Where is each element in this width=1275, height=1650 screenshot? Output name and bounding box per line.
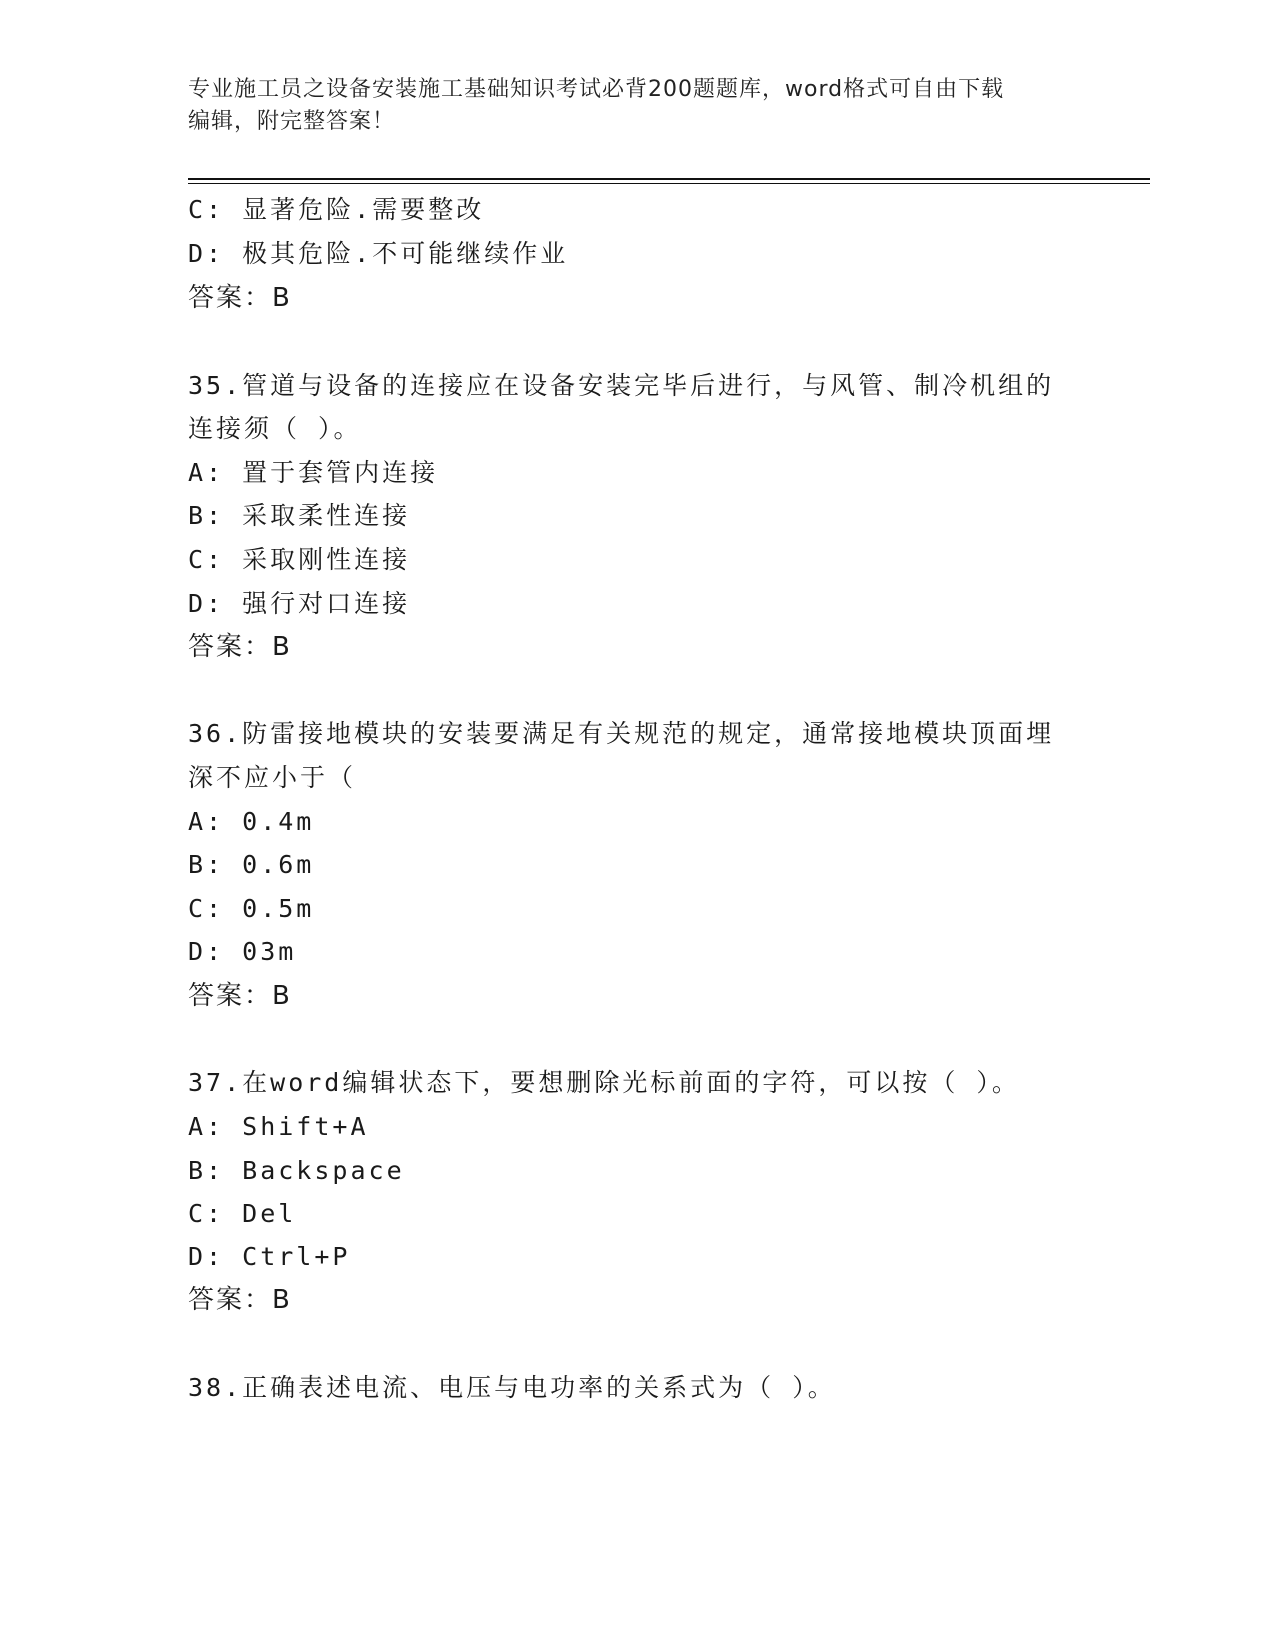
q37-stem-line-1: 37.在word编辑状态下，要想删除光标前面的字符，可以按（ ）。 [188, 1068, 1020, 1097]
q37-option-c: C: Del [188, 1199, 297, 1228]
q36-option-b: B: 0.6m [188, 850, 315, 879]
q38-stem-line-1: 38.正确表述电流、电压与电功率的关系式为（ ）。 [188, 1373, 836, 1402]
header-line-2: 编辑，附完整答案！ [188, 109, 396, 134]
q36-option-d: D: 03m [188, 937, 297, 966]
q34-option-c: C: 显著危险.需要整改 [188, 195, 485, 224]
q35-option-c: C: 采取刚性连接 [188, 545, 411, 574]
q35-option-b: B: 采取柔性连接 [188, 501, 411, 530]
q35-option-d: D: 强行对口连接 [188, 589, 411, 618]
q37-option-a: A: Shift+A [188, 1112, 369, 1141]
q35-stem-line-1: 35.管道与设备的连接应在设备安装完毕后进行，与风管、制冷机组的 [188, 371, 1055, 400]
q34-answer: 答案：B [188, 283, 292, 313]
q36-stem-line-1: 36.防雷接地模块的安装要满足有关规范的规定，通常接地模块顶面埋 [188, 719, 1055, 748]
header-divider-thin [188, 183, 1150, 184]
document-header [188, 74, 1088, 138]
header-line-1: 专业施工员之设备安装施工基础知识考试必背200题题库，word格式可自由下载 [188, 77, 1005, 102]
q34-option-d: D: 极其危险.不可能继续作业 [188, 239, 569, 268]
q35-stem-line-2: 连接须（ ）。 [188, 414, 362, 443]
q35-option-a: A: 置于套管内连接 [188, 458, 439, 487]
q37-option-b: B: Backspace [188, 1156, 405, 1185]
q37-answer: 答案：B [188, 1285, 292, 1315]
q37-option-d: D: Ctrl+P [188, 1242, 351, 1271]
q35-answer: 答案：B [188, 632, 292, 662]
q36-option-c: C: 0.5m [188, 894, 315, 923]
q36-stem-line-2: 深不应小于（ [188, 763, 357, 792]
header-divider-thick [188, 178, 1150, 180]
q36-answer: 答案：B [188, 981, 292, 1011]
q36-option-a: A: 0.4m [188, 807, 315, 836]
